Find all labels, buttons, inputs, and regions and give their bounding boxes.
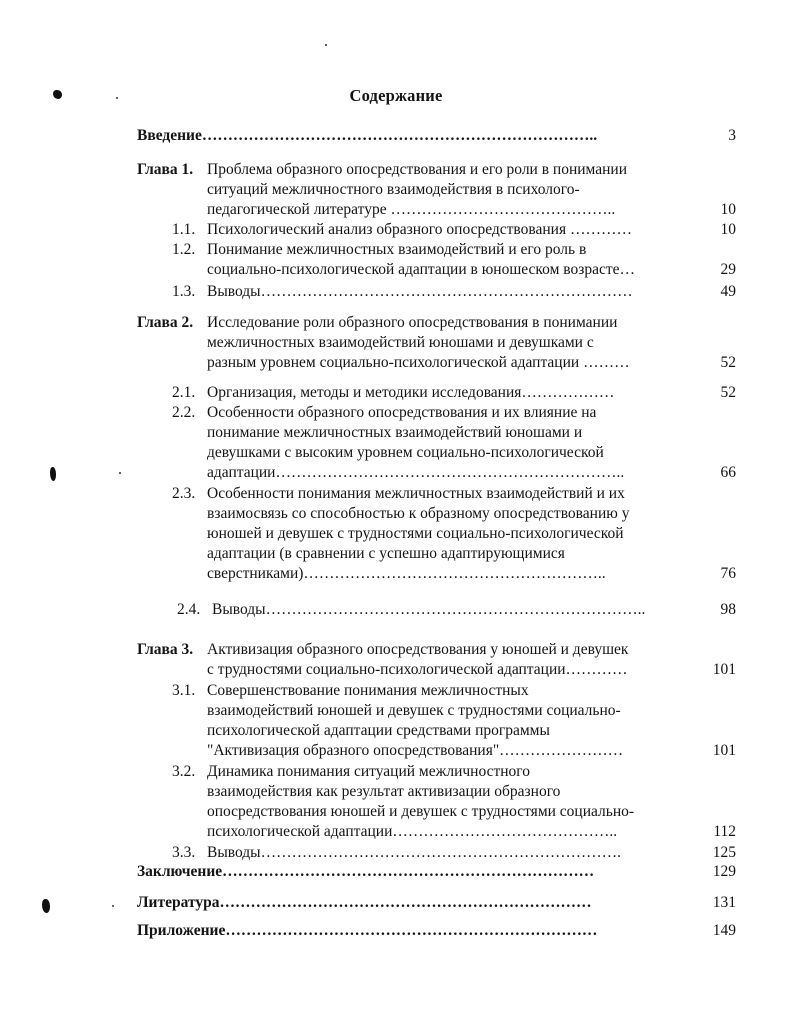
- toc-line: Заключение………………………………………………………………: [137, 863, 595, 880]
- scan-speck: [119, 472, 121, 474]
- toc-label: 2.1.: [172, 384, 196, 401]
- toc-line: понимание межличностных взаимодействий юношами и: [207, 424, 583, 441]
- toc-line: "Активизация образного опосредствования"……………………: [207, 742, 624, 759]
- toc-line: Совершенствование понимания межличностных: [207, 682, 529, 699]
- toc-line: психологической адаптации……………………………………..: [207, 823, 618, 840]
- toc-label: 2.3.: [172, 485, 196, 502]
- page-title: Содержание: [349, 86, 443, 105]
- scan-speck: [112, 905, 114, 907]
- toc-line: Активизация образного опосредствования у юношей и девушек: [207, 641, 629, 658]
- page-number: 101: [712, 661, 736, 678]
- toc-label: Глава 3.: [137, 641, 194, 658]
- scan-blot: [42, 899, 50, 913]
- page-number: 10: [720, 201, 736, 218]
- toc-line: Динамика понимания ситуаций межличностного: [207, 763, 531, 780]
- toc-line: Особенности образного опосредствования и их влияние на: [207, 404, 597, 421]
- page-number: 101: [712, 742, 736, 759]
- toc-line: Литература………………………………………………………………: [137, 894, 592, 911]
- toc-line: психологической адаптации средствами программы: [207, 722, 550, 739]
- toc-line: Понимание межличностных взаимодействий и его роль в: [207, 241, 587, 258]
- toc-line: Психологический анализ образного опосредствования …………: [207, 221, 632, 238]
- toc-line: межличностных взаимодействий юношами и девушками с: [207, 334, 594, 351]
- scan-blot: [53, 90, 62, 99]
- toc-line: девушками с высоким уровнем социально-психологической: [207, 444, 604, 461]
- toc-label: 2.2.: [172, 404, 196, 421]
- scan-speck: [116, 97, 118, 99]
- scan-blot: [50, 467, 56, 481]
- toc-label: 3.3.: [172, 844, 196, 861]
- toc-line: опосредствования юношей и девушек с трудностями социально-: [207, 803, 635, 820]
- toc-line: Организация, методы и методики исследования………………: [207, 384, 615, 401]
- toc-line: ситуаций межличностного взаимодействия в психолого-: [207, 181, 580, 198]
- toc-line: Выводы………………………………………………………………: [207, 283, 633, 300]
- toc-line: сверстниками)…………………………………………………..: [207, 565, 606, 582]
- toc-line: с трудностями социально-психологической адаптации…………: [207, 661, 628, 678]
- page-number: 125: [712, 844, 736, 861]
- toc-line: педагогической литературе ……………………………………..: [207, 201, 616, 218]
- page-number: 129: [712, 863, 736, 880]
- toc-label: Глава 2.: [137, 314, 194, 331]
- scan-speck: [325, 44, 327, 46]
- page-number: 10: [720, 221, 736, 238]
- page-number: 52: [720, 354, 736, 371]
- toc-line: социально-психологической адаптации в юношеском возрасте…: [207, 261, 636, 278]
- toc-label: Глава 1.: [137, 161, 194, 178]
- toc-line: Особенности понимания межличностных взаимодействий и их: [207, 485, 625, 502]
- toc-line: юношей и девушек с трудностями социально-психологической: [207, 525, 624, 542]
- toc-line: Приложение………………………………………………………………: [137, 922, 598, 939]
- page-number: 66: [720, 464, 736, 481]
- page-number: 131: [712, 894, 736, 911]
- page-number: 29: [720, 261, 736, 278]
- page-number: 49: [720, 283, 736, 300]
- toc-label: 3.1.: [172, 682, 196, 699]
- toc-label: 3.2.: [172, 763, 196, 780]
- page-number: 52: [720, 384, 736, 401]
- toc-line: взаимодействий юношей и девушек с трудностями социально-: [207, 702, 621, 719]
- toc-line: адаптации (в сравнении с успешно адаптирующимися: [207, 545, 565, 562]
- toc-line: разным уровнем социально-психологической адаптации ………: [207, 354, 630, 371]
- toc-line: Введение…………………………………………………………………..: [137, 127, 598, 144]
- toc-line: Выводы………………………………………………………………..: [212, 601, 646, 618]
- page-number: 149: [712, 922, 736, 939]
- toc-line: взаимосвязь со способностью к образному опосредствованию у: [207, 505, 630, 522]
- toc-label: 1.2.: [172, 241, 196, 258]
- toc-line: взаимодействия как результат активизации образного: [207, 783, 561, 800]
- page-number: 98: [720, 601, 736, 618]
- toc-line: Выводы…………………………………………………………….: [207, 844, 621, 861]
- page-number: 112: [713, 823, 736, 840]
- toc-line: Проблема образного опосредствования и его роли в понимании: [207, 161, 628, 178]
- page-number: 76: [720, 565, 736, 582]
- toc-label: 2.4.: [177, 601, 201, 618]
- toc-label: 1.3.: [172, 283, 196, 300]
- toc-line: Исследование роли образного опосредствования в понимании: [207, 314, 618, 331]
- toc-label: 1.1.: [172, 221, 196, 238]
- page-number: 3: [728, 127, 736, 144]
- toc-line: адаптации…………………………………………………………..: [207, 464, 625, 481]
